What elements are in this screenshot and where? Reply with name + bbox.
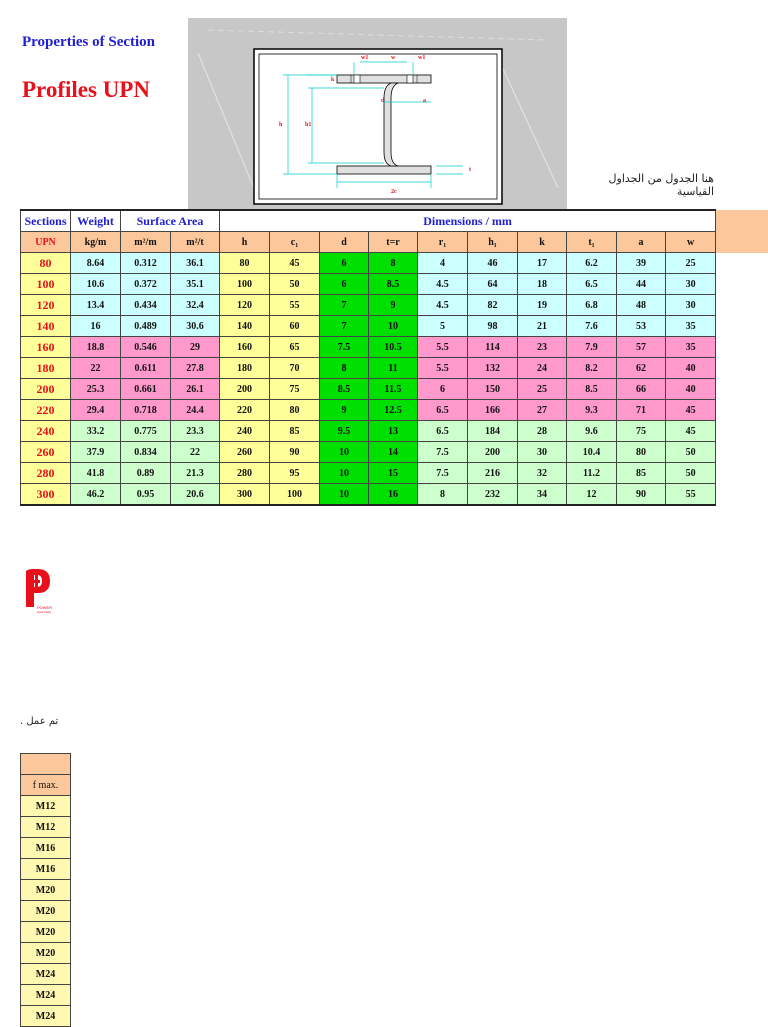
table-cell: 95 bbox=[270, 463, 320, 484]
table-cell: 10 bbox=[320, 442, 369, 463]
table-cell: 7 bbox=[320, 295, 369, 316]
table-cell: 5.5 bbox=[418, 358, 468, 379]
table-cell: 8.64 bbox=[71, 253, 121, 274]
table-cell: 23 bbox=[518, 337, 567, 358]
table-cell: 30 bbox=[518, 442, 567, 463]
unit-header-cell: h₁ bbox=[468, 232, 518, 253]
table-row bbox=[21, 295, 716, 316]
table-cell: 140 bbox=[220, 316, 270, 337]
table-cell: 9 bbox=[369, 295, 418, 316]
unit-header-cell: a bbox=[617, 232, 666, 253]
table-cell: 50 bbox=[666, 463, 716, 484]
bolt-size-cell: M24 bbox=[21, 964, 71, 985]
table-cell: 120 bbox=[220, 295, 270, 316]
table-cell: 12 bbox=[567, 484, 617, 506]
table-cell: 8.5 bbox=[369, 274, 418, 295]
table-cell: 34 bbox=[518, 484, 567, 506]
section-size-cell: 100 bbox=[21, 274, 71, 295]
bolt-size-cell: M24 bbox=[21, 985, 71, 1006]
bolt-size-cell: M16 bbox=[21, 838, 71, 859]
section-size-cell: 160 bbox=[21, 337, 71, 358]
table-cell: 0.546 bbox=[121, 337, 171, 358]
table-cell: 33.2 bbox=[71, 421, 121, 442]
table-cell: 39 bbox=[617, 253, 666, 274]
table-cell: 0.89 bbox=[121, 463, 171, 484]
header-sections: Sections bbox=[21, 210, 71, 232]
table-cell: 8.5 bbox=[320, 379, 369, 400]
table-cell: 90 bbox=[617, 484, 666, 506]
label-w1: w1 bbox=[361, 55, 369, 61]
table-cell: 6.5 bbox=[418, 421, 468, 442]
table-cell: 7.9 bbox=[567, 337, 617, 358]
table-cell: 24 bbox=[518, 358, 567, 379]
table-cell: 8 bbox=[320, 358, 369, 379]
bolt-size-cell: M20 bbox=[21, 922, 71, 943]
table-cell: 48 bbox=[617, 295, 666, 316]
bolt-size-cell: M24 bbox=[21, 1006, 71, 1027]
bolt-size-cell: M20 bbox=[21, 943, 71, 964]
header-surface-area: Surface Area bbox=[121, 210, 220, 232]
table-cell: 4.5 bbox=[418, 295, 468, 316]
table-cell: 10 bbox=[320, 463, 369, 484]
label-h1: h1 bbox=[305, 122, 312, 128]
table-cell: 9.3 bbox=[567, 400, 617, 421]
table-cell: 15 bbox=[369, 463, 418, 484]
table-cell: 8.2 bbox=[567, 358, 617, 379]
table-cell: 0.489 bbox=[121, 316, 171, 337]
bolt-row bbox=[21, 859, 71, 880]
table-cell: 0.372 bbox=[121, 274, 171, 295]
table-cell: 45 bbox=[270, 253, 320, 274]
unit-header-cell: c₁ bbox=[270, 232, 320, 253]
table-cell: 6 bbox=[418, 379, 468, 400]
table-row bbox=[21, 358, 716, 379]
bolt-row bbox=[21, 1006, 71, 1027]
page-subtitle: Profiles UPN bbox=[22, 77, 150, 102]
table-cell: 53 bbox=[617, 316, 666, 337]
table-cell: 25.3 bbox=[71, 379, 121, 400]
section-size-cell: 240 bbox=[21, 421, 71, 442]
label-d: d bbox=[381, 98, 385, 104]
logo-caption-line1: POWER bbox=[37, 605, 53, 610]
unit-header-cell: m²/m bbox=[121, 232, 171, 253]
table-cell: 11 bbox=[369, 358, 418, 379]
section-size-cell: 220 bbox=[21, 400, 71, 421]
section-size-cell: 260 bbox=[21, 442, 71, 463]
standard-tables-note: هنا الجدول من الجداول القياسية bbox=[608, 172, 714, 198]
table-row bbox=[21, 421, 716, 442]
unit-header-cell: h bbox=[220, 232, 270, 253]
table-cell: 18 bbox=[518, 274, 567, 295]
company-logo-icon bbox=[20, 567, 60, 615]
table-cell: 166 bbox=[468, 400, 518, 421]
table-cell: 17 bbox=[518, 253, 567, 274]
table-cell: 14 bbox=[369, 442, 418, 463]
table-cell: 85 bbox=[617, 463, 666, 484]
table-cell: 220 bbox=[220, 400, 270, 421]
table-cell: 35 bbox=[666, 316, 716, 337]
table-cell: 184 bbox=[468, 421, 518, 442]
table-cell: 4.5 bbox=[418, 274, 468, 295]
table-cell: 64 bbox=[468, 274, 518, 295]
table-cell: 10.6 bbox=[71, 274, 121, 295]
table-cell: 21.3 bbox=[171, 463, 220, 484]
table-row bbox=[21, 463, 716, 484]
section-size-cell: 300 bbox=[21, 484, 71, 506]
section-size-cell: 280 bbox=[21, 463, 71, 484]
table-cell: 35 bbox=[666, 337, 716, 358]
table-cell: 11.5 bbox=[369, 379, 418, 400]
table-row bbox=[21, 379, 716, 400]
table-cell: 24.4 bbox=[171, 400, 220, 421]
table-cell: 8 bbox=[418, 484, 468, 506]
table-cell: 37.9 bbox=[71, 442, 121, 463]
table-cell: 100 bbox=[270, 484, 320, 506]
table-cell: 75 bbox=[617, 421, 666, 442]
label-t: t bbox=[469, 167, 471, 173]
table-row bbox=[21, 253, 716, 274]
bolt-row bbox=[21, 880, 71, 901]
table-cell: 16 bbox=[71, 316, 121, 337]
section-size-cell: 140 bbox=[21, 316, 71, 337]
unit-header-cell: k bbox=[518, 232, 567, 253]
table-cell: 6.5 bbox=[418, 400, 468, 421]
table-cell: 25 bbox=[666, 253, 716, 274]
footer-note: تم عمل . bbox=[20, 716, 59, 727]
diagram-frame bbox=[254, 49, 502, 204]
table-cell: 36.1 bbox=[171, 253, 220, 274]
table-cell: 21 bbox=[518, 316, 567, 337]
table-cell: 29 bbox=[171, 337, 220, 358]
bolt-size-cell: M12 bbox=[21, 817, 71, 838]
table-cell: 8 bbox=[369, 253, 418, 274]
table-cell: 160 bbox=[220, 337, 270, 358]
table-cell: 22 bbox=[71, 358, 121, 379]
table-cell: 0.718 bbox=[121, 400, 171, 421]
table-cell: 7.5 bbox=[418, 463, 468, 484]
table-cell: 44 bbox=[617, 274, 666, 295]
table-cell: 9.5 bbox=[320, 421, 369, 442]
page-title: Properties of Section bbox=[22, 34, 156, 50]
bolt-size-cell: M20 bbox=[21, 901, 71, 922]
table-cell: 25 bbox=[518, 379, 567, 400]
table-cell: 80 bbox=[270, 400, 320, 421]
table-cell: 40 bbox=[666, 358, 716, 379]
table-cell: 5.5 bbox=[418, 337, 468, 358]
unit-header-cell: d bbox=[320, 232, 369, 253]
table-cell: 12.5 bbox=[369, 400, 418, 421]
table-cell: 41.8 bbox=[71, 463, 121, 484]
section-size-cell: 180 bbox=[21, 358, 71, 379]
table-cell: 85 bbox=[270, 421, 320, 442]
table-cell: 232 bbox=[468, 484, 518, 506]
table-cell: 27 bbox=[518, 400, 567, 421]
table-cell: 45 bbox=[666, 421, 716, 442]
unit-header-cell: UPN bbox=[21, 232, 71, 253]
table-cell: 32 bbox=[518, 463, 567, 484]
table-cell: 20.6 bbox=[171, 484, 220, 506]
bolt-row bbox=[21, 985, 71, 1006]
table-row bbox=[21, 274, 716, 295]
logo-caption-line2: steel trade bbox=[37, 610, 52, 614]
table-cell: 0.775 bbox=[121, 421, 171, 442]
unit-header-cell: r₁ bbox=[418, 232, 468, 253]
table-cell: 18.8 bbox=[71, 337, 121, 358]
table-cell: 0.95 bbox=[121, 484, 171, 506]
table-cell: 55 bbox=[666, 484, 716, 506]
bolt-size-cell: M16 bbox=[21, 859, 71, 880]
header-dimensions: Dimensions / mm bbox=[220, 210, 716, 232]
table-cell: 11.2 bbox=[567, 463, 617, 484]
unit-header-row bbox=[21, 232, 716, 253]
table-cell: 62 bbox=[617, 358, 666, 379]
table-cell: 6 bbox=[320, 253, 369, 274]
table-cell: 9.6 bbox=[567, 421, 617, 442]
table-cell: 10 bbox=[369, 316, 418, 337]
table-cell: 6.8 bbox=[567, 295, 617, 316]
table-cell: 7.5 bbox=[418, 442, 468, 463]
table-cell: 98 bbox=[468, 316, 518, 337]
table-cell: 28 bbox=[518, 421, 567, 442]
table-cell: 82 bbox=[468, 295, 518, 316]
table-cell: 40 bbox=[666, 379, 716, 400]
table-cell: 8.5 bbox=[567, 379, 617, 400]
section-size-cell: 120 bbox=[21, 295, 71, 316]
table-cell: 300 bbox=[220, 484, 270, 506]
table-cell: 35.1 bbox=[171, 274, 220, 295]
table-cell: 260 bbox=[220, 442, 270, 463]
table-cell: 30 bbox=[666, 274, 716, 295]
bolt-header-cell bbox=[21, 754, 71, 775]
unit-header-cell: m²/t bbox=[171, 232, 220, 253]
label-h: h bbox=[279, 122, 283, 128]
table-cell: 22 bbox=[171, 442, 220, 463]
table-cell: 30.6 bbox=[171, 316, 220, 337]
table-row bbox=[21, 442, 716, 463]
bolt-row bbox=[21, 943, 71, 964]
table-cell: 29.4 bbox=[71, 400, 121, 421]
table-cell: 30 bbox=[666, 295, 716, 316]
table-cell: 60 bbox=[270, 316, 320, 337]
upn-profile-diagram bbox=[188, 18, 567, 210]
unit-header-cell: w bbox=[666, 232, 716, 253]
table-cell: 13 bbox=[369, 421, 418, 442]
table-cell: 132 bbox=[468, 358, 518, 379]
bolt-size-table bbox=[20, 753, 71, 1027]
table-cell: 6.5 bbox=[567, 274, 617, 295]
table-cell: 9 bbox=[320, 400, 369, 421]
table-cell: 90 bbox=[270, 442, 320, 463]
table-cell: 0.661 bbox=[121, 379, 171, 400]
table-cell: 6.2 bbox=[567, 253, 617, 274]
table-cell: 55 bbox=[270, 295, 320, 316]
table-cell: 0.611 bbox=[121, 358, 171, 379]
group-header-row bbox=[21, 210, 716, 232]
bolt-row bbox=[21, 838, 71, 859]
table-cell: 114 bbox=[468, 337, 518, 358]
table-cell: 180 bbox=[220, 358, 270, 379]
section-size-cell: 200 bbox=[21, 379, 71, 400]
table-cell: 0.434 bbox=[121, 295, 171, 316]
label-k: k bbox=[331, 77, 335, 83]
table-cell: 75 bbox=[270, 379, 320, 400]
table-cell: 7.5 bbox=[320, 337, 369, 358]
table-cell: 0.834 bbox=[121, 442, 171, 463]
table-cell: 66 bbox=[617, 379, 666, 400]
table-row bbox=[21, 484, 716, 506]
bolt-row bbox=[21, 817, 71, 838]
table-cell: 240 bbox=[220, 421, 270, 442]
header-weight: Weight bbox=[71, 210, 121, 232]
table-cell: 46 bbox=[468, 253, 518, 274]
bolt-row bbox=[21, 922, 71, 943]
table-cell: 100 bbox=[220, 274, 270, 295]
table-cell: 216 bbox=[468, 463, 518, 484]
table-row bbox=[21, 316, 716, 337]
header-fill-strip bbox=[714, 210, 768, 253]
table-cell: 10.5 bbox=[369, 337, 418, 358]
table-cell: 280 bbox=[220, 463, 270, 484]
table-cell: 80 bbox=[617, 442, 666, 463]
label-2c: 2c bbox=[391, 189, 397, 195]
table-cell: 150 bbox=[468, 379, 518, 400]
table-row bbox=[21, 400, 716, 421]
table-cell: 57 bbox=[617, 337, 666, 358]
table-cell: 4 bbox=[418, 253, 468, 274]
table-cell: 200 bbox=[468, 442, 518, 463]
unit-header-cell: t₁ bbox=[567, 232, 617, 253]
section-size-cell: 80 bbox=[21, 253, 71, 274]
label-a: a bbox=[423, 98, 426, 104]
table-cell: 23.3 bbox=[171, 421, 220, 442]
unit-header-cell: t=r bbox=[369, 232, 418, 253]
table-cell: 70 bbox=[270, 358, 320, 379]
bolt-row bbox=[21, 964, 71, 985]
unit-header-cell: kg/m bbox=[71, 232, 121, 253]
table-cell: 50 bbox=[270, 274, 320, 295]
table-cell: 65 bbox=[270, 337, 320, 358]
table-row bbox=[21, 337, 716, 358]
bolt-row bbox=[21, 901, 71, 922]
table-cell: 16 bbox=[369, 484, 418, 506]
table-cell: 7 bbox=[320, 316, 369, 337]
table-cell: 32.4 bbox=[171, 295, 220, 316]
bolt-label-cell: f max. bbox=[21, 775, 71, 796]
table-cell: 26.1 bbox=[171, 379, 220, 400]
table-cell: 46.2 bbox=[71, 484, 121, 506]
table-cell: 200 bbox=[220, 379, 270, 400]
bolt-row bbox=[21, 796, 71, 817]
table-cell: 19 bbox=[518, 295, 567, 316]
table-cell: 10.4 bbox=[567, 442, 617, 463]
table-cell: 27.8 bbox=[171, 358, 220, 379]
table-cell: 10 bbox=[320, 484, 369, 506]
table-cell: 0.312 bbox=[121, 253, 171, 274]
label-w1-right: w1 bbox=[418, 55, 426, 61]
bolt-size-cell: M12 bbox=[21, 796, 71, 817]
table-cell: 5 bbox=[418, 316, 468, 337]
table-cell: 71 bbox=[617, 400, 666, 421]
table-cell: 13.4 bbox=[71, 295, 121, 316]
table-cell: 6 bbox=[320, 274, 369, 295]
table-cell: 80 bbox=[220, 253, 270, 274]
label-w: w bbox=[391, 55, 396, 61]
table-cell: 45 bbox=[666, 400, 716, 421]
table-cell: 7.6 bbox=[567, 316, 617, 337]
table-cell: 50 bbox=[666, 442, 716, 463]
bolt-size-cell: M20 bbox=[21, 880, 71, 901]
upn-properties-table bbox=[20, 209, 716, 506]
